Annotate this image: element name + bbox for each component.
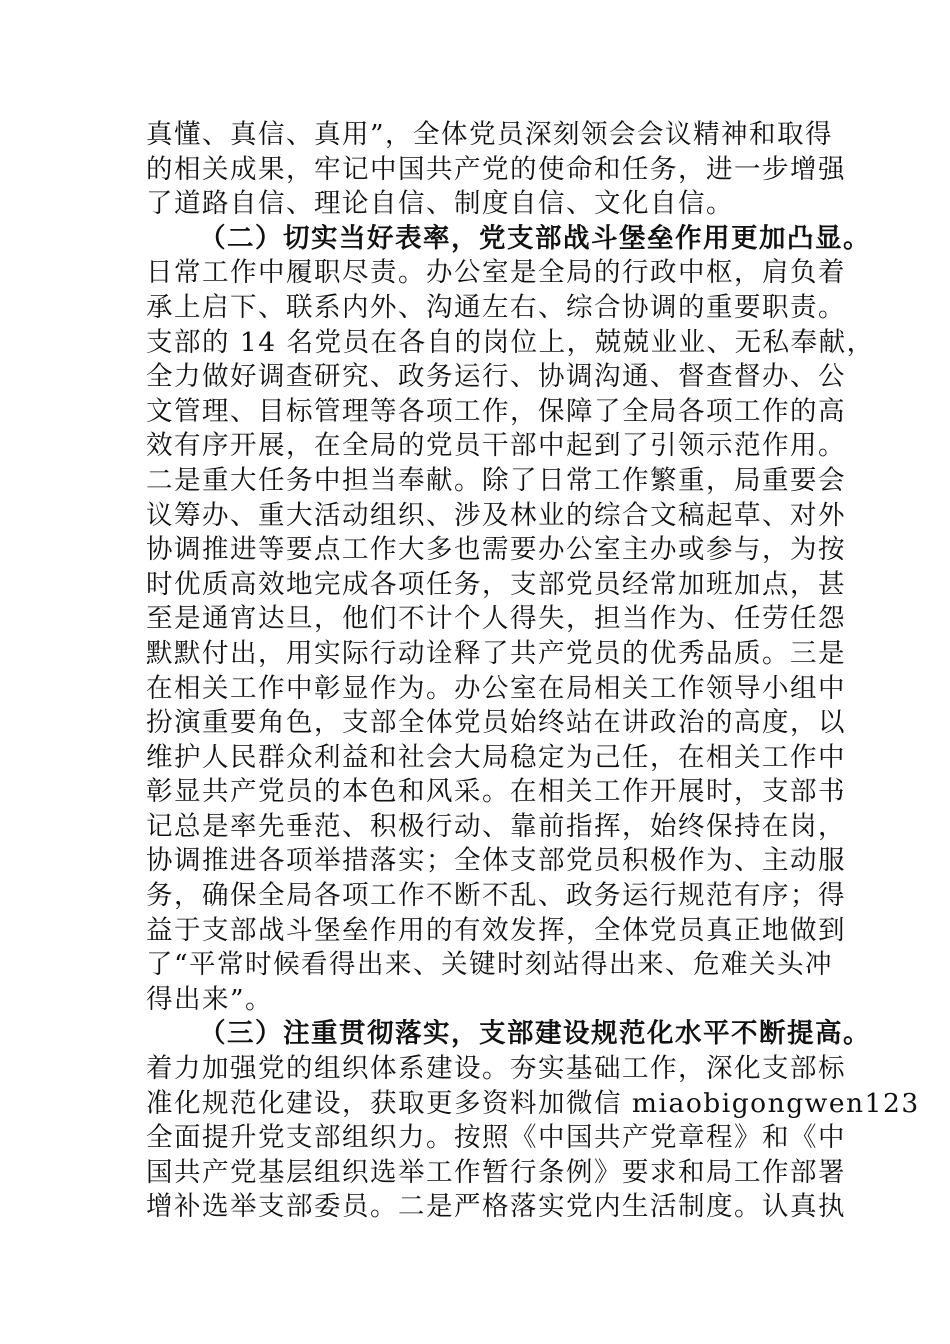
- text-line: 了“平常时候看得出来、关键时刻站得出来、危难关头冲: [146, 949, 834, 981]
- text-line: 真懂、真信、真用”，全体党员深刻领会会议精神和取得: [146, 119, 834, 150]
- text-line: 文管理、目标管理等各项工作，保障了全局各项工作的高: [146, 395, 846, 427]
- text-line: 协调推进各项举措落实；全体支部党员积极作为、主动服: [146, 845, 846, 877]
- text-line: 务，确保全局各项工作不断不乱、政务运行规范有序；得: [146, 880, 846, 912]
- text-line: 默默付出，用实际行动诠释了共产党员的优秀品质。三是: [146, 637, 846, 669]
- text-line: 日常工作中履职尽责。办公室是全局的行政中枢，肩负着: [146, 257, 846, 289]
- text-line: 的相关成果，牢记中国共产党的使命和任务，进一步增强: [146, 153, 846, 185]
- text-line: 了道路自信、理论自信、制度自信、文化自信。: [146, 188, 734, 220]
- text-line: 准化规范化建设，获取更多资料加微信 miaobigongwen123: [146, 1087, 920, 1119]
- text-line: 扮演重要角色，支部全体党员始终站在讲政治的高度，以: [146, 707, 846, 739]
- text-line: 维护人民群众利益和社会大局稳定为己任，在相关工作中: [146, 741, 846, 773]
- text-line: 增补选举支部委员。二是严格落实党内生活制度。认真执: [146, 1191, 846, 1223]
- text-line: 效有序开展，在全局的党员干部中起到了引领示范作用。: [146, 430, 846, 462]
- section-heading-2: （二）切实当好表率，党支部战斗堡垒作用更加凸显。: [199, 222, 871, 254]
- text-line: 时优质高效地完成各项任务，支部党员经常加班加点，甚: [146, 568, 846, 600]
- text-line: 承上启下、联系内外、沟通左右、综合协调的重要职责。: [146, 291, 846, 323]
- text-line: 全力做好调查研究、政务运行、协调沟通、督查督办、公: [146, 361, 846, 393]
- text-line: 至是通宵达旦，他们不计个人得失，担当作为、任劳任怨: [146, 603, 846, 635]
- text-line: 国共产党基层组织选举工作暂行条例》要求和局工作部署: [146, 1156, 846, 1188]
- text-line: 议筹办、重大活动组织、涉及林业的综合文稿起草、对外: [146, 499, 846, 531]
- text-line: 在相关工作中彰显作为。办公室在局相关工作领导小组中: [146, 672, 846, 704]
- text-line: 着力加强党的组织体系建设。夯实基础工作，深化支部标: [146, 1053, 846, 1085]
- text-line: 记总是率先垂范、积极行动、靠前指挥，始终保持在岗，: [146, 810, 846, 842]
- text-line: 得出来”。: [146, 983, 274, 1015]
- text-line: 协调推进等要点工作大多也需要办公室主办或参与，为按: [146, 534, 846, 566]
- section-heading-3: （三）注重贯彻落实，支部建设规范化水平不断提高。: [199, 1018, 871, 1050]
- text-line: 支部的 14 名党员在各自的岗位上，兢兢业业、无私奉献，: [146, 326, 875, 358]
- text-line: 二是重大任务中担当奉献。除了日常工作繁重，局重要会: [146, 464, 846, 496]
- text-line: 益于支部战斗堡垒作用的有效发挥，全体党员真正地做到: [146, 914, 846, 946]
- text-line: 彰显共产党员的本色和风采。在相关工作开展时，支部书: [146, 776, 846, 808]
- body-text: [146, 118, 920, 1225]
- text-line: 全面提升党支部组织力。按照《中国共产党章程》和《中: [146, 1122, 846, 1154]
